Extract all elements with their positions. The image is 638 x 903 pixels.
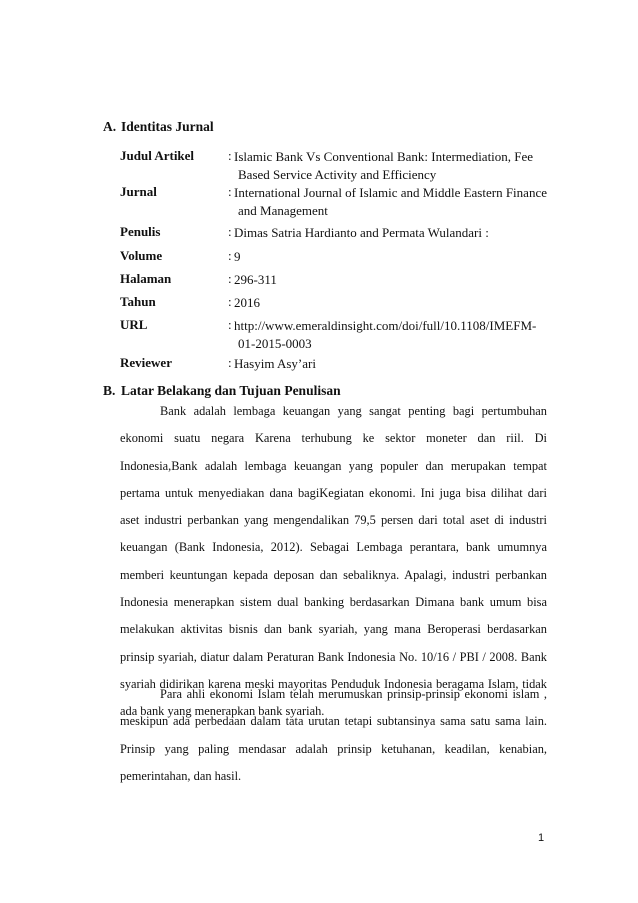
info-label: Judul Artikel: [120, 148, 195, 163]
paragraph: Para ahli ekonomi Islam telah merumuskan prinsip-prinsip ekonomi islam , meskipun ada perbedaan dalam tata urutan tetapi subtansinya sama satu sama lain. Prinsip yang paling mendasar adalah prinsip ketuhanan, keadilan, kenabian, pemerintahan, dan hasil.: [120, 687, 547, 783]
info-label: Volume: [120, 248, 163, 263]
info-colon: :: [228, 224, 232, 239]
info-label: URL: [120, 317, 148, 332]
info-colon: :: [228, 248, 232, 263]
section-a-title: Identitas Jurnal: [121, 119, 214, 134]
info-label: Tahun: [120, 294, 156, 309]
info-value: 296-311: [234, 272, 277, 287]
info-colon: :: [228, 294, 232, 309]
page-number: 1: [538, 832, 545, 844]
info-label: Penulis: [120, 224, 161, 239]
info-value: Dimas Satria Hardianto and Permata Wulandari :: [234, 225, 489, 240]
info-value: 9: [234, 249, 241, 264]
info-label: Jurnal: [120, 184, 157, 199]
info-colon: :: [228, 271, 232, 286]
section-a-heading: [103, 119, 214, 135]
section-a-letter: A.: [103, 119, 117, 134]
info-colon: :: [228, 355, 232, 370]
info-value: 2016: [234, 295, 260, 310]
section-b-title: Latar Belakang dan Tujuan Penulisan: [121, 383, 341, 398]
paragraph: Bank adalah lembaga keuangan yang sangat penting bagi pertumbuhan ekonomi suatu negara Karena terhubung ke sektor moneter dan riil. Di Indonesia,Bank adalah lembaga keuangan yang populer dan merupakan tempat pertama untuk menyediakan dana bagiKegiatan ekonomi. Ini juga bisa dilihat dari aset industri perbankan yang mengendalikan 79,5 persen dari total aset di industri keuangan (Bank Indonesia, 2012). Sebagai Lembaga perantara, bank umumnya memberi keuntungan kepada deposan dan sebaliknya. Apalagi, industri perbankan Indonesia menerapkan sistem dual banking berdasarkan Dimana bank umum bisa melakukan aktivitas bisnis dan bank syariah, yang mana Beroperasi berdasarkan prinsip syariah, diatur dalam Peraturan Bank Indonesia No. 10/16 / PBI / 2008. Bank syariah didirikan karena meski mayoritas Penduduk Indonesia beragama Islam, tidak ada bank yang menerapkan bank syariah.: [120, 404, 547, 719]
section-b-heading: [103, 383, 341, 399]
info-colon: :: [228, 148, 232, 163]
info-label: Halaman: [120, 271, 172, 286]
info-value: International Journal of Islamic and Middle Eastern Finance and Management: [234, 185, 547, 218]
url-link[interactable]: http://www.emeraldinsight.com/doi/full/10.1108/IMEFM-01-2015-0003: [234, 318, 537, 351]
info-value: Hasyim Asy’ari: [234, 356, 316, 371]
info-label: Reviewer: [120, 355, 172, 370]
info-value: Islamic Bank Vs Conventional Bank: Intermediation, Fee Based Service Activity and Efficiency: [234, 149, 534, 182]
info-colon: :: [228, 317, 232, 332]
section-b-letter: B.: [103, 383, 116, 398]
info-colon: :: [228, 184, 232, 199]
